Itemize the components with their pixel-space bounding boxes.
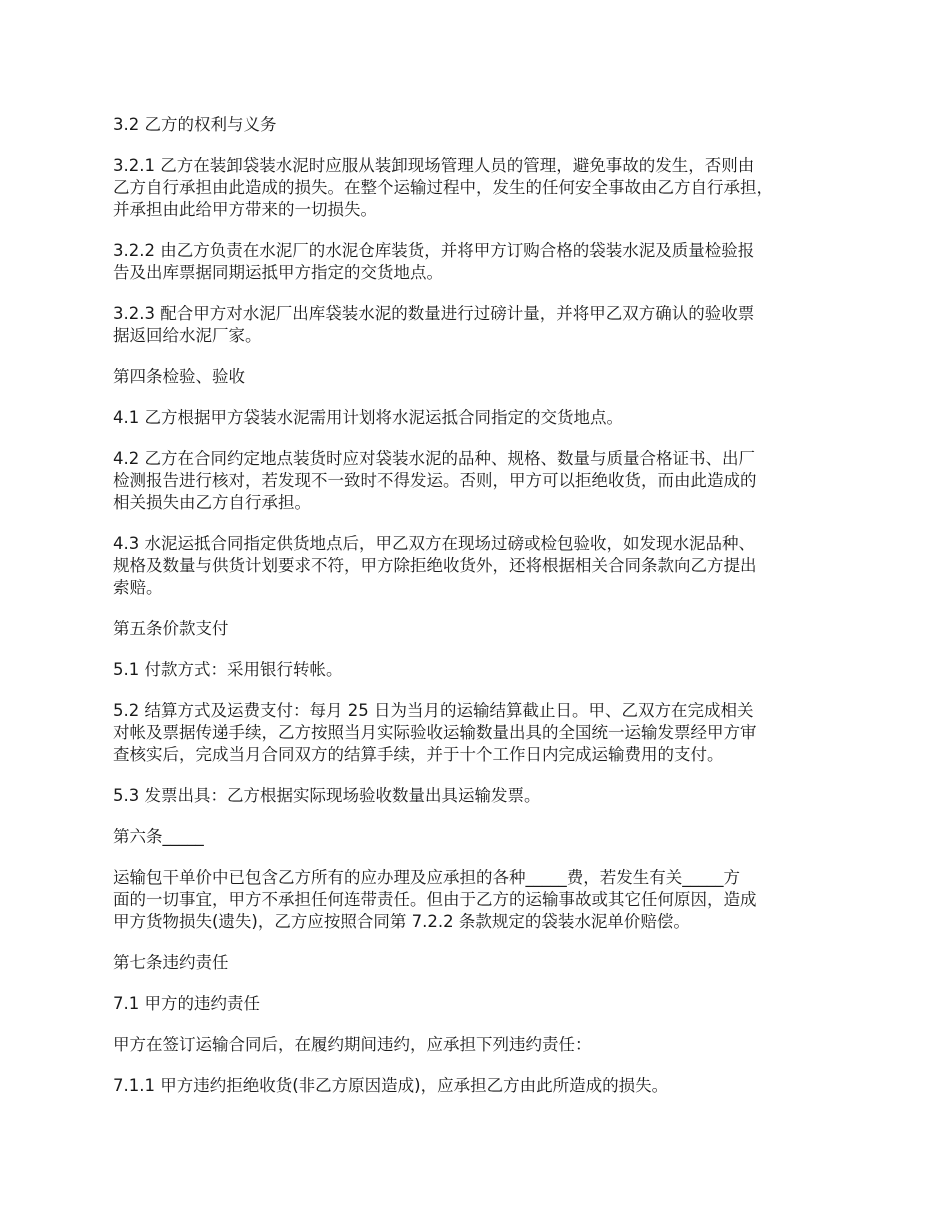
paragraph-line: 运输包干单价中已包含乙方所有的应办理及应承担的各种_____费，若发生有关_____方 bbox=[113, 868, 740, 887]
paragraph-line: 4.3 水泥运抵合同指定供货地点后，甲乙双方在现场过磅或检包验收，如发现水泥品种、 bbox=[113, 534, 755, 553]
document-paragraph bbox=[113, 993, 848, 1015]
paragraph-line: 并承担由此给甲方带来的一切损失。 bbox=[113, 200, 377, 219]
paragraph-line: 第五条价款支付 bbox=[113, 619, 229, 638]
document-paragraph bbox=[113, 448, 848, 514]
paragraph-line: 对帐及票据传递手续，乙方按照当月实际验收运输数量出具的全国统一运输发票经甲方审 bbox=[113, 723, 757, 742]
paragraph-line: 甲方在签订运输合同后，在履约期间违约，应承担下列违约责任： bbox=[113, 1035, 592, 1054]
paragraph-line: 3.2.1 乙方在装卸袋装水泥时应服从装卸现场管理人员的管理，避免事故的发生，否则由 bbox=[113, 156, 755, 175]
paragraph-line: 5.3 发票出具：乙方根据实际现场验收数量出具运输发票。 bbox=[113, 786, 541, 805]
document-paragraph bbox=[113, 114, 848, 136]
document-paragraph bbox=[113, 240, 848, 284]
paragraph-line: 7.1 甲方的违约责任 bbox=[113, 994, 260, 1013]
paragraph-line: 第七条违约责任 bbox=[113, 953, 229, 972]
document-paragraph bbox=[113, 659, 848, 681]
paragraph-line: 据返回给水泥厂家。 bbox=[113, 326, 262, 345]
paragraph-line: 4.1 乙方根据甲方袋装水泥需用计划将水泥运抵合同指定的交货地点。 bbox=[113, 408, 623, 427]
document-paragraph bbox=[113, 366, 848, 388]
document-paragraph bbox=[113, 407, 848, 429]
document-paragraph bbox=[113, 826, 848, 848]
document-paragraph bbox=[113, 618, 848, 640]
document-paragraph bbox=[113, 867, 848, 933]
paragraph-line: 第六条_____ bbox=[113, 827, 204, 846]
document-paragraph bbox=[113, 785, 848, 807]
paragraph-line: 检测报告进行核对，若发现不一致时不得发运。否则，甲方可以拒绝收货，而由此造成的 bbox=[113, 471, 757, 490]
paragraph-line: 查核实后，完成当月合同双方的结算手续，并于十个工作日内完成运输费用的支付。 bbox=[113, 745, 724, 764]
paragraph-line: 4.2 乙方在合同约定地点装货时应对袋装水泥的品种、规格、数量与质量合格证书、出厂 bbox=[113, 449, 755, 468]
document-paragraph bbox=[113, 303, 848, 347]
document-paragraph bbox=[113, 1034, 848, 1056]
paragraph-line: 5.2 结算方式及运费支付：每月 25 日为当月的运输结算截止日。甲、乙双方在完成相关 bbox=[113, 701, 754, 720]
paragraph-line: 规格及数量与供货计划要求不符，甲方除拒绝收货外，还将根据相关合同条款向乙方提出 bbox=[113, 556, 757, 575]
paragraph-line: 3.2.3 配合甲方对水泥厂出库袋装水泥的数量进行过磅计量，并将甲乙双方确认的验收票 bbox=[113, 304, 755, 323]
paragraph-line: 告及出库票据同期运抵甲方指定的交货地点。 bbox=[113, 263, 443, 282]
paragraph-line: 5.1 付款方式：采用银行转帐。 bbox=[113, 660, 343, 679]
paragraph-line: 面的一切事宜，甲方不承担任何连带责任。但由于乙方的运输事故或其它任何原因，造成 bbox=[113, 890, 757, 909]
paragraph-line: 乙方自行承担由此造成的损失。在整个运输过程中，发生的任何安全事故由乙方自行承担， bbox=[113, 178, 773, 197]
paragraph-line: 甲方货物损失(遗失)，乙方应按照合同第 7.2.2 条款规定的袋装水泥单价赔偿。 bbox=[113, 912, 690, 931]
paragraph-line: 相关损失由乙方自行承担。 bbox=[113, 493, 311, 512]
document-paragraph bbox=[113, 155, 848, 221]
paragraph-line: 7.1.1 甲方违约拒绝收货(非乙方原因造成)，应承担乙方由此所造成的损失。 bbox=[113, 1076, 669, 1095]
paragraph-line: 3.2.2 由乙方负责在水泥厂的水泥仓库装货，并将甲方订购合格的袋装水泥及质量检验报 bbox=[113, 241, 755, 260]
document-body bbox=[113, 114, 848, 1116]
document-paragraph bbox=[113, 533, 848, 599]
paragraph-line: 3.2 乙方的权利与义务 bbox=[113, 115, 277, 134]
document-paragraph bbox=[113, 952, 848, 974]
document-paragraph bbox=[113, 1075, 848, 1097]
paragraph-line: 第四条检验、验收 bbox=[113, 367, 245, 386]
paragraph-line: 索赔。 bbox=[113, 578, 163, 597]
document-paragraph bbox=[113, 700, 848, 766]
